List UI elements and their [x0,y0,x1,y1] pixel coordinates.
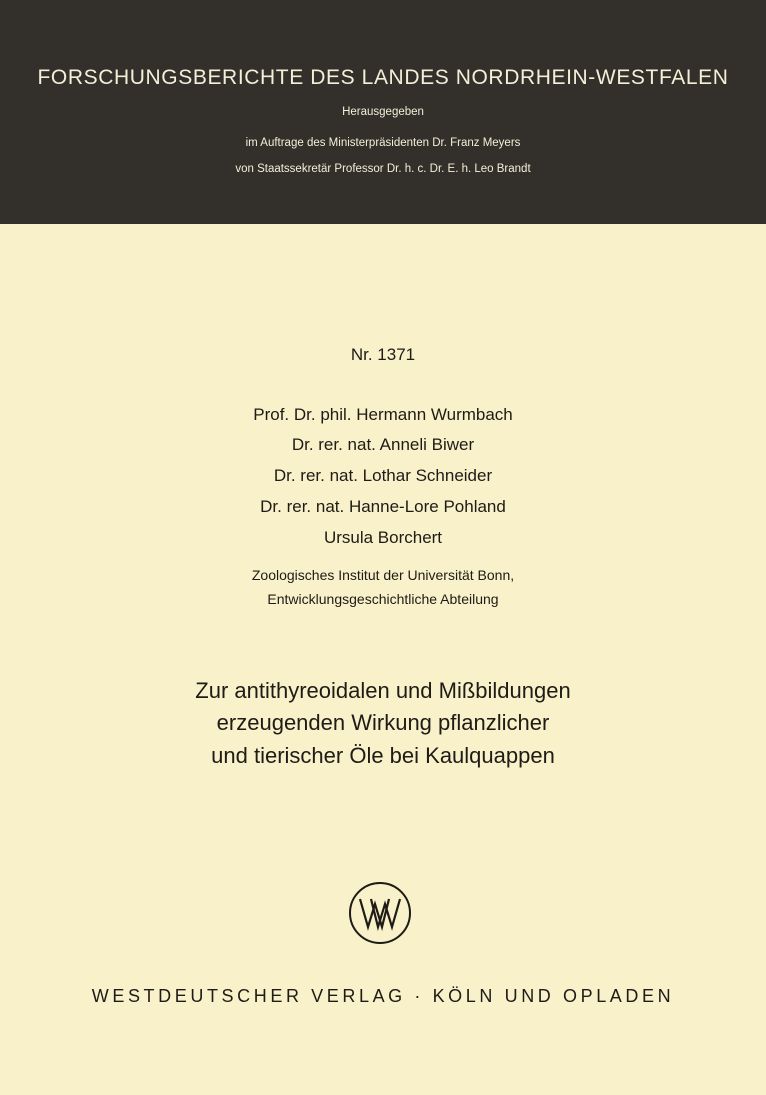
commission-line: im Auftrage des Ministerpräsidenten Dr. Franz Meyers [245,137,521,149]
author-2: Dr. rer. nat. Anneli Biwer [291,435,475,454]
series-title: FORSCHUNGSBERICHTE DES LANDES NORDRHEIN-WESTFALEN [37,66,729,89]
publisher-logo-icon [347,880,413,946]
title-line-3: und tierischer Öle bei Kaulquappen [211,743,555,768]
publisher-imprint: WESTDEUTSCHER VERLAG · KÖLN UND OPLADEN [91,986,675,1006]
author-5: Ursula Borchert [323,528,443,547]
institution-line-1: Zoologisches Institut der Universität Bonn, [251,567,515,583]
title-line-1: Zur antithyreoidalen und Mißbildungen [195,678,571,703]
author-1: Prof. Dr. phil. Hermann Wurmbach [253,405,513,424]
author-3: Dr. rer. nat. Lothar Schneider [273,466,493,485]
title-line-2: erzeugenden Wirkung pflanzlicher [216,710,550,735]
author-4: Dr. rer. nat. Hanne-Lore Pohland [260,497,506,516]
report-number: Nr. 1371 [350,345,416,364]
editor-line: von Staatssekretär Professor Dr. h. c. Dr. E. h. Leo Brandt [235,163,531,175]
published-by-label: Herausgegeben [342,106,424,118]
header-band [0,0,766,224]
institution-line-2: Entwicklungsgeschichtliche Abteilung [267,591,499,607]
